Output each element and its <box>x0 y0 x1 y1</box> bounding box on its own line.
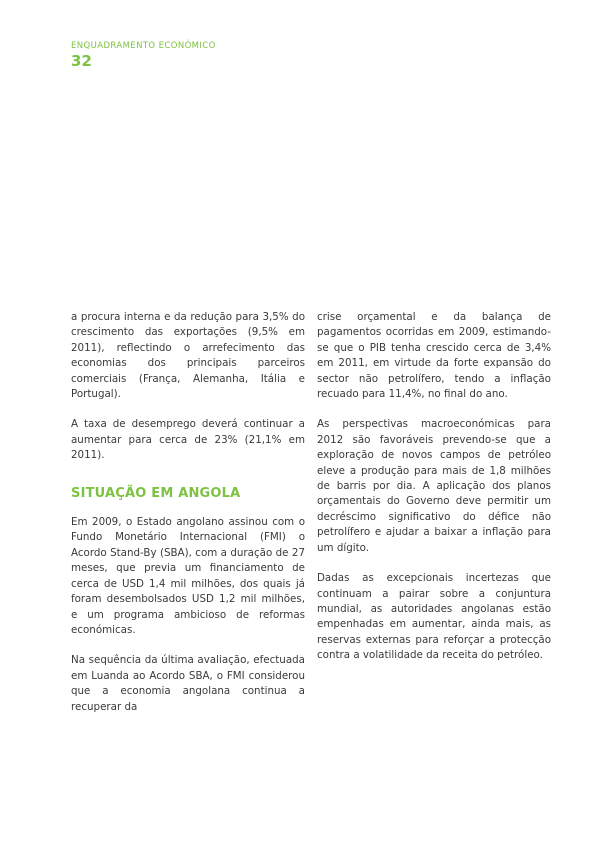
paragraph: crise orçamental e da balança de pagamentos ocorridas em 2009, estimando-se que o PIB tenha crescido cerca de 3,4% em 2011, em virtude da forte expansão do sector não petrolífero, tendo a inflação recuado para 11,4%, no final do ano. <box>317 311 551 401</box>
paragraph: Em 2009, o Estado angolano assinou com o Fundo Monetário Internacional (FMI) o Acordo Stand-By (SBA), com a duração de 27 meses, que previa um financiamento de cerca de USD 1,4 mil milhões, dos quais já foram desembolsados USD 1,2 mil milhões, e um programa ambicioso de reformas económicas. <box>71 516 305 636</box>
section-heading: SITUAÇÃO EM ANGOLA <box>71 485 241 501</box>
left-column <box>71 310 305 730</box>
paragraph: As perspectivas macroeconómicas para 2012 são favoráveis prevendo-se que a exploração de novos campos de petróleo eleve a produção para mais de 1,8 milhões de barris por dia. A aplicação dos planos orçamentais do Governo deve permitir um decréscimo significativo do défice não petrolífero e ajudar a baixar a inflação para um dígito. <box>317 418 551 554</box>
section-label: ENQUADRAMENTO ECONÓMICO <box>71 41 216 51</box>
paragraph: Dadas as excepcionais incertezas que continuam a pairar sobre a conjuntura mundial, as autoridades angolanas estão empenhadas em aumentar, ainda mais, as reservas externas para reforçar a protecção contra a volatilidade da receita do petróleo. <box>317 572 551 662</box>
paragraph: a procura interna e da redução para 3,5% do crescimento das exportações (9,5% em 2011), reflectindo o arrefecimento das economias dos principais parceiros comerciais (França, Alemanha, Itália e Portugal). <box>71 311 305 401</box>
paragraph: Na sequência da última avaliação, efectuada em Luanda ao Acordo SBA, o FMI considerou que a economia angolana continua a recuperar da <box>71 654 305 713</box>
paragraph: A taxa de desemprego deverá continuar a aumentar para cerca de 23% (21,1% em 2011). <box>71 418 305 462</box>
page-number: 32 <box>71 52 92 70</box>
right-column <box>317 310 551 679</box>
